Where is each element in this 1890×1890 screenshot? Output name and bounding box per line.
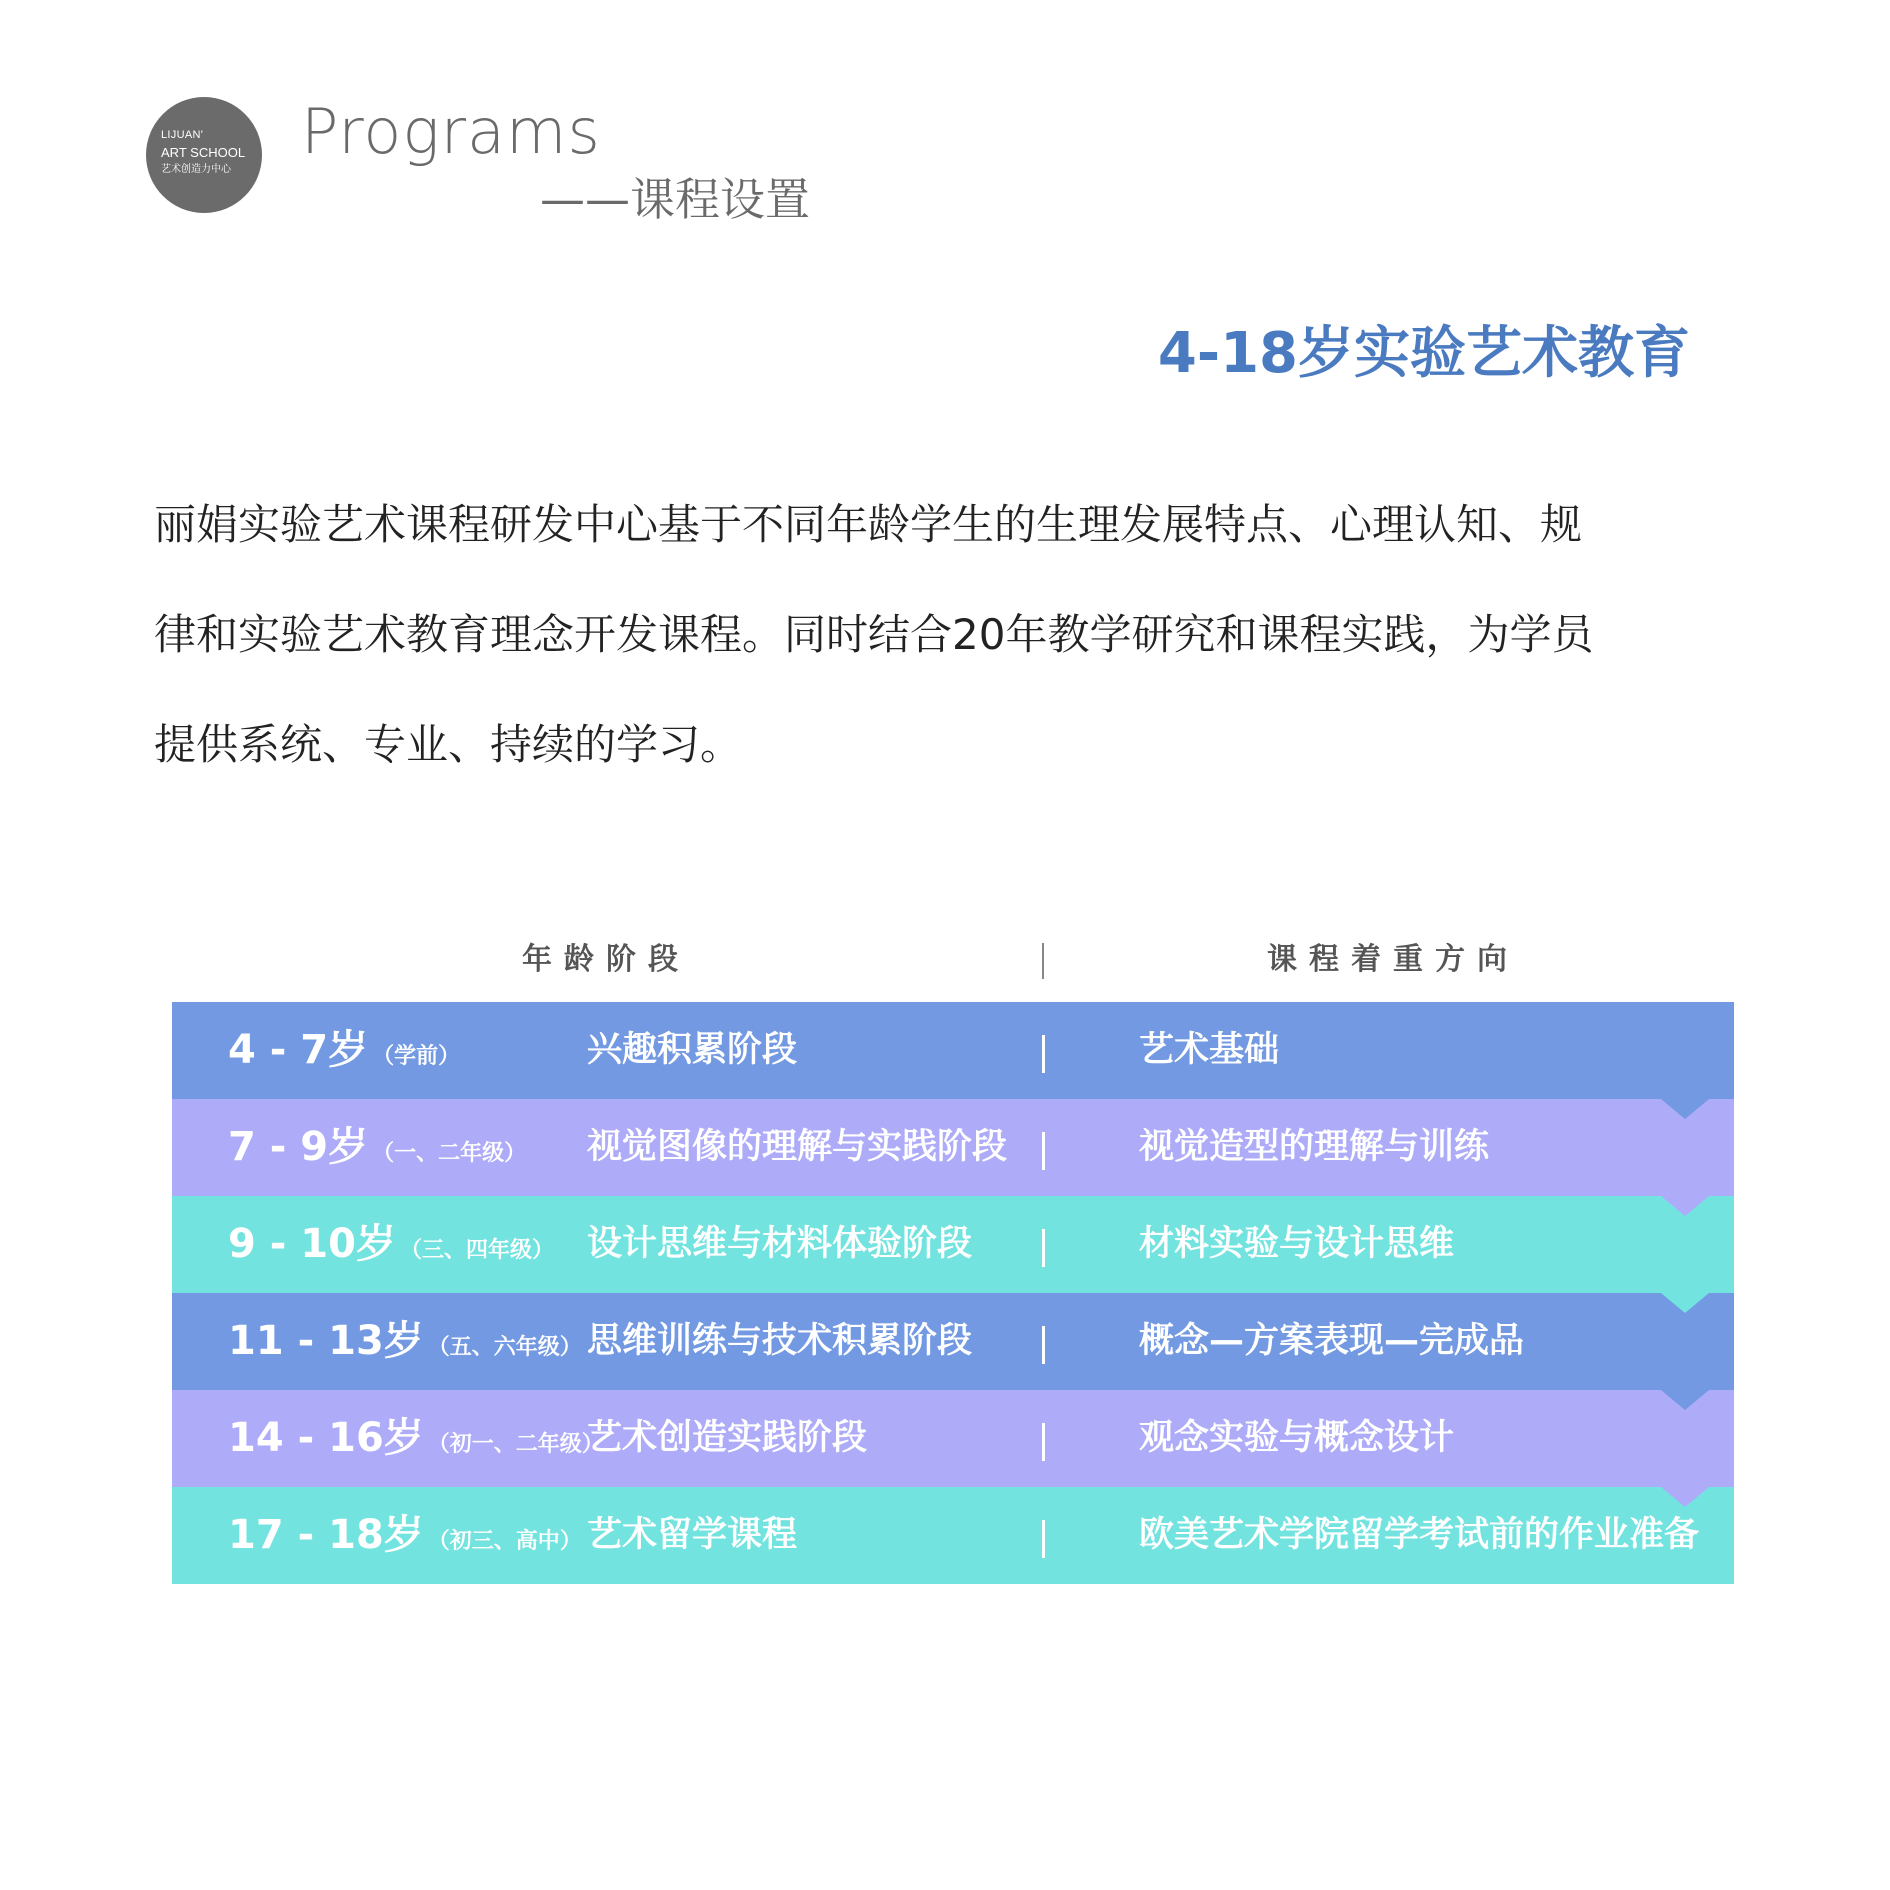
logo-line-3: 艺术创造力中心 xyxy=(161,164,231,175)
row-divider xyxy=(1042,1132,1045,1170)
header-age-stage: 年龄阶段 xyxy=(522,942,690,977)
header-divider xyxy=(1042,943,1044,979)
age-range: 9 - 10岁 xyxy=(228,1221,396,1267)
row-focus: 艺术基础 xyxy=(1139,1030,1280,1070)
grade-level: （一、二年级） xyxy=(372,1141,527,1166)
row-focus: 视觉造型的理解与训练 xyxy=(1139,1127,1490,1167)
row-stage: 设计思维与材料体验阶段 xyxy=(587,1224,973,1264)
row-divider xyxy=(1042,1035,1045,1073)
section-headline: 4-18岁实验艺术教育 xyxy=(1157,321,1690,386)
grade-level: （三、四年级） xyxy=(399,1238,554,1263)
program-table xyxy=(172,1002,1734,1584)
table-row xyxy=(172,1099,1734,1196)
grade-level: （初一、二年级） xyxy=(427,1432,604,1457)
row-age xyxy=(228,1196,554,1299)
page-title-cn: ——课程设置 xyxy=(540,173,811,226)
page-title-en: Programs xyxy=(301,95,601,168)
table-row xyxy=(172,1002,1734,1099)
row-age xyxy=(228,1002,460,1105)
row-stage: 思维训练与技术积累阶段 xyxy=(587,1321,973,1361)
table-row xyxy=(172,1196,1734,1293)
row-notch xyxy=(1661,1390,1709,1410)
row-divider xyxy=(1042,1423,1045,1461)
table-header xyxy=(172,935,1734,985)
row-stage: 艺术创造实践阶段 xyxy=(587,1418,868,1458)
grade-level: （五、六年级） xyxy=(427,1335,582,1360)
logo-line-1: LIJUAN' xyxy=(161,129,204,141)
row-divider xyxy=(1042,1520,1045,1558)
row-stage: 艺术留学课程 xyxy=(587,1515,798,1555)
logo-line-2: ART SCHOOL xyxy=(161,145,246,160)
grade-level: （初三、高中） xyxy=(427,1529,582,1554)
row-stage: 视觉图像的理解与实践阶段 xyxy=(587,1127,1008,1167)
age-range: 17 - 18岁 xyxy=(228,1512,424,1558)
intro-line: 丽娟实验艺术课程研发中心基于不同年龄学生的生理发展特点、心理认知、规 xyxy=(154,500,1583,549)
row-divider xyxy=(1042,1326,1045,1364)
age-range: 7 - 9岁 xyxy=(228,1124,369,1170)
row-age xyxy=(228,1390,604,1493)
school-logo xyxy=(146,97,262,213)
row-focus: 材料实验与设计思维 xyxy=(1139,1224,1455,1264)
age-range: 4 - 7岁 xyxy=(228,1027,369,1073)
intro-line: 律和实验艺术教育理念开发课程。同时结合20年教学研究和课程实践，为学员 xyxy=(154,610,1594,659)
row-stage: 兴趣积累阶段 xyxy=(587,1030,798,1070)
row-age xyxy=(228,1293,582,1396)
row-focus: 概念—方案表现—完成品 xyxy=(1139,1321,1525,1361)
age-range: 11 - 13岁 xyxy=(228,1318,424,1364)
row-notch xyxy=(1661,1293,1709,1313)
grade-level: （学前） xyxy=(372,1044,461,1069)
row-focus: 观念实验与概念设计 xyxy=(1139,1418,1455,1458)
table-row xyxy=(172,1390,1734,1487)
header-course-focus: 课程着重方向 xyxy=(1267,942,1519,977)
row-notch xyxy=(1661,1487,1709,1507)
row-notch xyxy=(1661,1196,1709,1216)
row-age xyxy=(228,1487,582,1590)
row-focus: 欧美艺术学院留学考试前的作业准备 xyxy=(1139,1515,1700,1555)
intro-paragraph xyxy=(154,470,1714,800)
age-range: 14 - 16岁 xyxy=(228,1415,424,1461)
intro-line: 提供系统、专业、持续的学习。 xyxy=(154,720,743,769)
row-notch xyxy=(1661,1099,1709,1119)
table-row xyxy=(172,1487,1734,1584)
row-age xyxy=(228,1099,526,1202)
table-row xyxy=(172,1293,1734,1390)
row-divider xyxy=(1042,1229,1045,1267)
